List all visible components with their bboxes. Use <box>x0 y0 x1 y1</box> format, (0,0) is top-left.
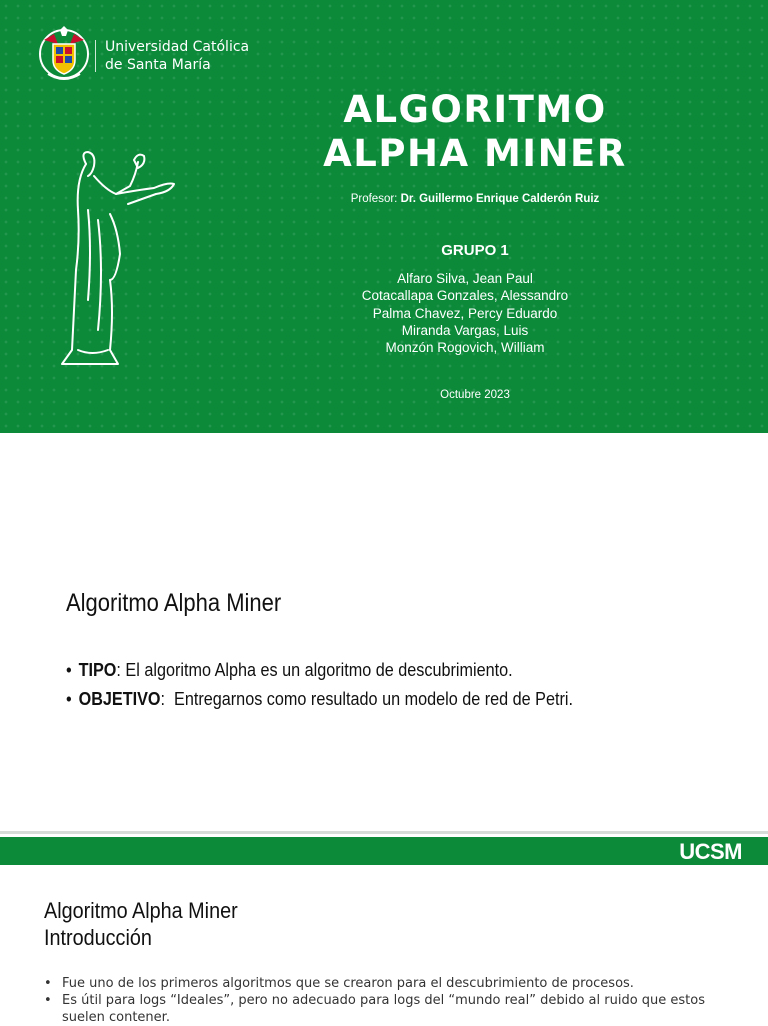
bullet-separator: : <box>116 660 126 680</box>
member-name: Miranda Vargas, Luis <box>401 322 529 338</box>
content-slide-tipo-objetivo <box>0 433 768 830</box>
university-name <box>105 38 249 74</box>
bullet-tipo <box>66 660 513 681</box>
bullet-list <box>44 975 744 1026</box>
bullet-dot: • <box>66 660 72 680</box>
bullet-dot: • <box>66 689 72 709</box>
bullet-text: ntregarnos como resultado un modelo de red de Petri. <box>184 689 573 709</box>
bullet-dot: • <box>44 976 52 991</box>
profesor-line <box>300 193 650 205</box>
title-slide <box>0 0 768 433</box>
statue-icon <box>58 150 180 370</box>
date: Octubre 2023 <box>440 389 510 401</box>
profesor-label: Profesor: <box>350 193 401 205</box>
member-list <box>290 270 640 356</box>
slide-title <box>44 897 238 951</box>
header-bar <box>0 837 768 865</box>
bullet-first-letter: E <box>125 660 137 680</box>
slide-title-line-2: Introducción <box>44 925 152 950</box>
brand-logo-text: UCSM <box>679 839 742 864</box>
bullet-dot: • <box>44 993 52 1008</box>
logo-divider <box>95 40 96 72</box>
bullet-label: TIPO <box>78 660 117 680</box>
member-name: Cotacallapa Gonzales, Alessandro <box>361 288 569 304</box>
profesor-name: Dr. Guillermo Enrique Calderón Ruiz <box>400 193 600 205</box>
list-item-text: Fue uno de los primeros algoritmos que se crearon para el descubrimiento de procesos. <box>62 976 634 991</box>
bullet-objetivo <box>66 689 573 710</box>
member-name: Palma Chavez, Percy Eduardo <box>372 305 558 321</box>
member-name: Monzón Rogovich, William <box>385 340 545 356</box>
slide-title-line-1: Algoritmo Alpha Miner <box>44 898 238 923</box>
university-name-line-1: Universidad Católica <box>105 39 250 55</box>
university-crest-icon <box>36 26 92 84</box>
bullet-text: l algoritmo Alpha es un algoritmo de descubrimiento. <box>136 660 513 680</box>
title-line-2: ALPHA MINER <box>323 132 627 175</box>
group-title: GRUPO 1 <box>441 242 509 259</box>
university-name-line-2: de Santa María <box>105 57 211 73</box>
list-item-text: Es útil para logs “Ideales”, pero no adecuado para logs del “mundo real” debido al ruido que estos suelen contener. <box>62 993 705 1025</box>
bullet-label: OBJETIVO <box>78 689 161 709</box>
bullet-separator: : <box>160 689 175 709</box>
list-item <box>44 992 744 1026</box>
bullet-first-letter: E <box>174 689 185 709</box>
slide-title: Algoritmo Alpha Miner <box>66 589 282 617</box>
member-name: Alfaro Silva, Jean Paul <box>397 271 533 286</box>
list-item <box>44 975 744 992</box>
slide-separator-line <box>0 831 768 834</box>
title-line-1: ALGORITMO <box>343 88 607 131</box>
